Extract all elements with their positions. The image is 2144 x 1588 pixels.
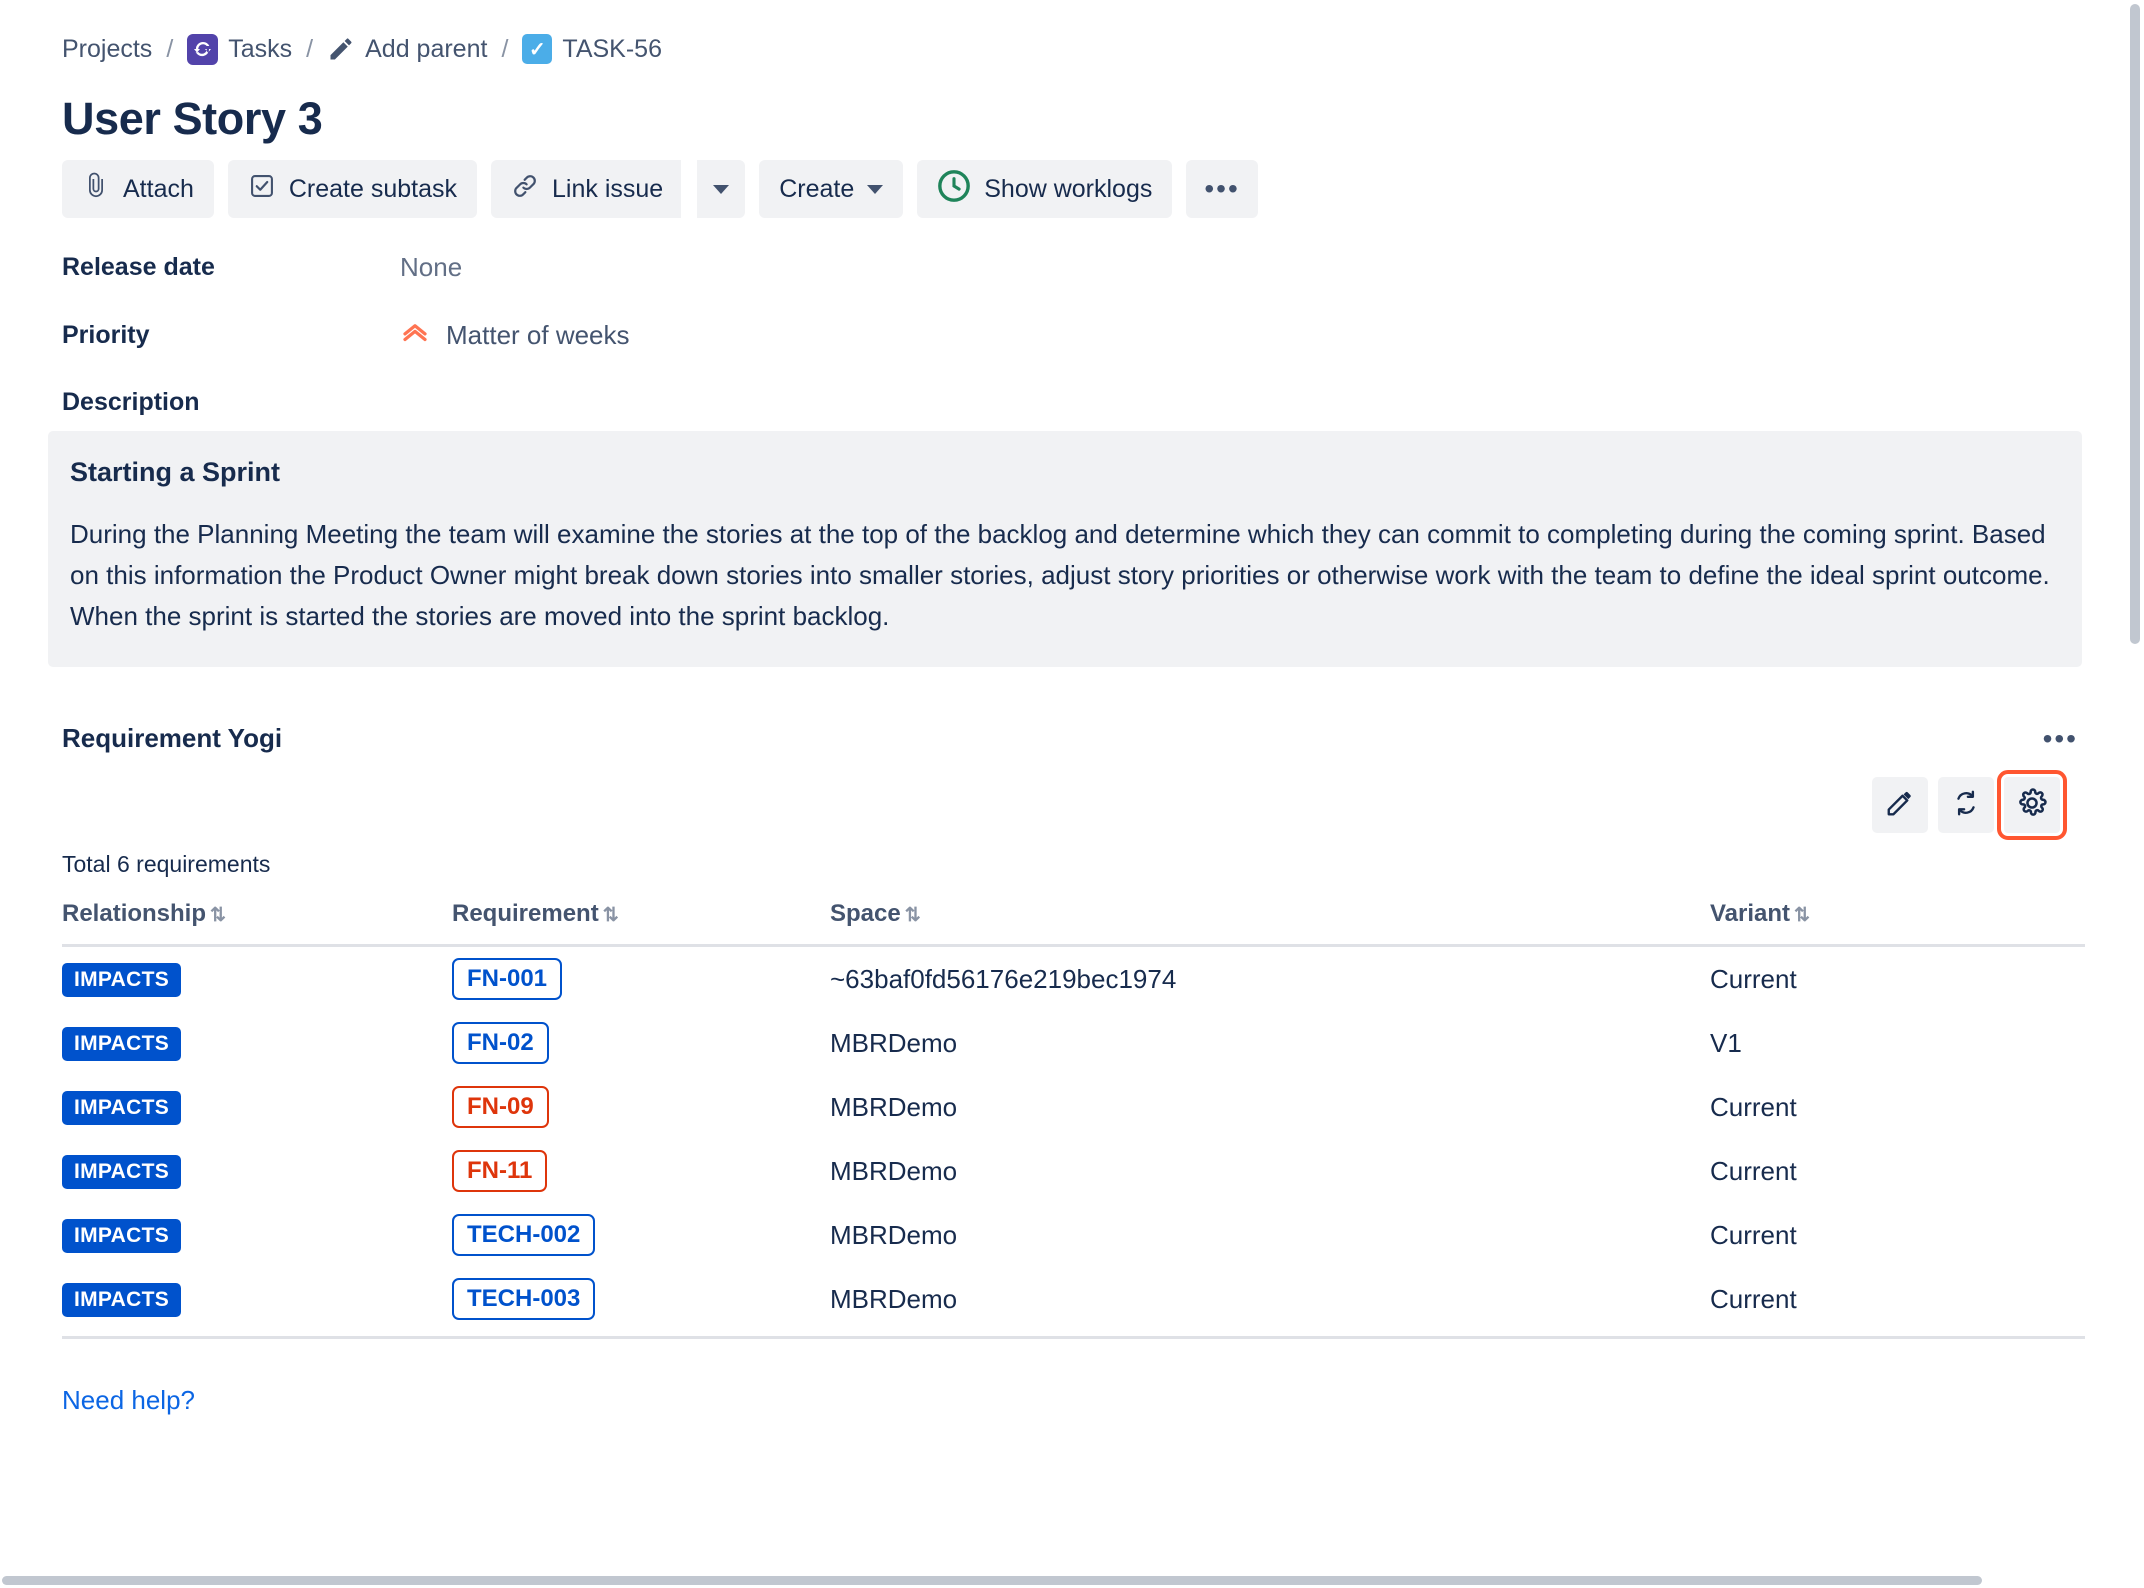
relationship-badge: IMPACTS	[62, 1091, 181, 1125]
cell-relationship	[62, 1075, 452, 1139]
table-row	[62, 1203, 2085, 1267]
column-header-space[interactable]	[830, 900, 1710, 946]
horizontal-scrollbar[interactable]	[0, 1572, 2126, 1588]
column-header-relationship-label: Relationship	[62, 900, 207, 928]
sort-icon[interactable]: ⇅	[602, 905, 619, 927]
requirement-yogi-panel	[62, 723, 2084, 1416]
field-priority	[62, 317, 2084, 354]
pencil-icon-button[interactable]	[1872, 777, 1928, 833]
cell-requirement	[452, 1139, 830, 1203]
cell-variant: V1	[1710, 1027, 1742, 1058]
breadcrumb-tasks[interactable]	[187, 34, 292, 65]
refresh-icon	[1951, 788, 1981, 823]
refresh-icon-button[interactable]	[1938, 777, 1994, 833]
gear-icon-button[interactable]	[2004, 777, 2060, 833]
relationship-badge: IMPACTS	[62, 1219, 181, 1253]
table-header-row	[62, 900, 2085, 946]
breadcrumb	[62, 26, 2084, 72]
column-header-requirement-label: Requirement	[452, 900, 599, 928]
description-body: During the Planning Meeting the team will examine the stories at the top of the backlog and determine which they can commit to completing during the coming sprint. Based on this information the Product Owner might break down stories into smaller stories, adjust story priorities or otherwise work with the team to define the ideal sprint outcome. When the sprint is started the stories are moved into the sprint backlog.	[70, 519, 2050, 632]
description-heading: Starting a Sprint	[70, 457, 281, 487]
table-row	[62, 1267, 2085, 1338]
more-actions-button[interactable]: •••	[1186, 160, 1257, 218]
cell-space: ~63baf0fd56176e219bec1974	[830, 963, 1177, 994]
breadcrumb-separator-2: /	[306, 34, 314, 63]
requirement-key-chip[interactable]: TECH-002	[452, 1214, 595, 1256]
panel-header	[62, 723, 2084, 755]
create-subtask-label: Create subtask	[288, 174, 458, 203]
create-label: Create	[779, 174, 855, 203]
cell-space: MBRDemo	[830, 1091, 958, 1122]
page-title: User Story 3	[62, 93, 323, 144]
relationship-badge: IMPACTS	[62, 1027, 181, 1061]
gear-icon	[2016, 787, 2048, 824]
horizontal-scrollbar-thumb[interactable]	[2, 1576, 1982, 1585]
pencil-icon	[1885, 788, 1915, 823]
attach-icon	[82, 172, 110, 207]
cell-space: MBRDemo	[830, 1155, 958, 1186]
column-header-variant[interactable]	[1710, 900, 2085, 946]
cell-requirement	[452, 1203, 830, 1267]
link-issue-dropdown-button[interactable]	[697, 160, 745, 218]
field-priority-label: Priority	[62, 321, 150, 349]
cell-relationship	[62, 1267, 452, 1338]
pencil-icon	[327, 35, 355, 63]
requirement-key-chip[interactable]: TECH-003	[452, 1278, 595, 1320]
panel-more-button[interactable]: •••	[2042, 723, 2078, 755]
link-issue-button[interactable]	[491, 160, 681, 218]
field-release-date-label: Release date	[62, 253, 215, 281]
breadcrumb-projects[interactable]: Projects	[62, 34, 153, 63]
action-bar	[62, 160, 2084, 218]
column-header-requirement[interactable]	[452, 900, 830, 946]
panel-title: Requirement Yogi	[62, 723, 283, 754]
requirement-key-chip[interactable]: FN-001	[452, 958, 562, 1000]
cell-requirement	[452, 1267, 830, 1338]
breadcrumb-add-parent-label[interactable]: Add parent	[365, 34, 488, 63]
cell-relationship	[62, 946, 452, 1012]
breadcrumb-task-key-label[interactable]: TASK-56	[562, 34, 662, 63]
cell-requirement	[452, 946, 830, 1012]
cell-relationship	[62, 1011, 452, 1075]
cell-variant: Current	[1710, 1155, 1797, 1186]
table-row	[62, 946, 2085, 1012]
cell-relationship	[62, 1203, 452, 1267]
create-subtask-button[interactable]	[228, 160, 477, 218]
cell-requirement	[452, 1011, 830, 1075]
link-issue-label: Link issue	[552, 174, 664, 203]
relationship-badge: IMPACTS	[62, 1155, 181, 1189]
cell-space: MBRDemo	[830, 1027, 958, 1058]
task-type-icon: ✓	[522, 34, 552, 64]
breadcrumb-separator: /	[166, 34, 174, 63]
sort-icon[interactable]: ⇅	[210, 905, 226, 927]
show-worklogs-button[interactable]	[917, 160, 1172, 218]
subtask-icon	[248, 172, 276, 207]
field-release-date	[62, 252, 2084, 283]
cell-relationship	[62, 1139, 452, 1203]
attach-button[interactable]	[62, 160, 214, 218]
relationship-badge: IMPACTS	[62, 1283, 181, 1317]
relationship-badge: IMPACTS	[62, 963, 181, 997]
requirements-table	[62, 900, 2085, 1339]
need-help-link[interactable]: Need help?	[62, 1385, 195, 1416]
cell-variant: Current	[1710, 1091, 1797, 1122]
field-priority-value-wrap[interactable]	[400, 317, 630, 354]
column-header-relationship[interactable]	[62, 900, 452, 946]
breadcrumb-task-key[interactable]	[522, 34, 662, 64]
link-icon	[511, 172, 539, 207]
cell-space: MBRDemo	[830, 1219, 958, 1250]
table-row	[62, 1011, 2085, 1075]
total-requirements-label: Total 6 requirements	[62, 851, 271, 878]
field-priority-value: Matter of weeks	[446, 320, 630, 350]
cell-variant: Current	[1710, 1267, 2085, 1338]
description-label: Description	[62, 388, 200, 416]
column-header-space-label: Space	[830, 900, 901, 928]
create-button[interactable]	[759, 160, 903, 218]
requirement-key-chip[interactable]: FN-02	[452, 1022, 549, 1064]
show-worklogs-label: Show worklogs	[984, 174, 1153, 203]
table-row	[62, 1139, 2085, 1203]
field-release-date-value[interactable]: None	[400, 252, 463, 282]
attach-label: Attach	[123, 174, 194, 203]
cell-requirement	[452, 1075, 830, 1139]
vertical-scrollbar[interactable]	[2126, 0, 2144, 1588]
priority-high-icon	[400, 317, 430, 354]
cell-variant: Current	[1710, 963, 1797, 994]
sort-icon[interactable]: ⇅	[1794, 905, 1810, 927]
column-header-variant-label: Variant	[1710, 900, 1791, 928]
chevron-down-icon-2	[867, 185, 883, 194]
cell-space: MBRDemo	[830, 1267, 1710, 1338]
requirement-key-chip[interactable]: FN-11	[452, 1150, 547, 1192]
panel-icon-toolbar	[1872, 777, 2060, 833]
breadcrumb-tasks-label[interactable]: Tasks	[228, 34, 293, 63]
chevron-down-icon	[713, 185, 729, 194]
vertical-scrollbar-thumb[interactable]	[2130, 4, 2140, 644]
table-row	[62, 1075, 2085, 1139]
breadcrumb-add-parent[interactable]	[327, 35, 487, 64]
clock-icon	[937, 169, 971, 210]
sort-icon[interactable]: ⇅	[904, 905, 921, 927]
description-box[interactable]	[48, 431, 2082, 667]
breadcrumb-separator-3: /	[501, 34, 509, 63]
cell-variant: Current	[1710, 1219, 1797, 1250]
tasks-project-icon	[187, 34, 218, 65]
requirement-key-chip[interactable]: FN-09	[452, 1086, 549, 1128]
